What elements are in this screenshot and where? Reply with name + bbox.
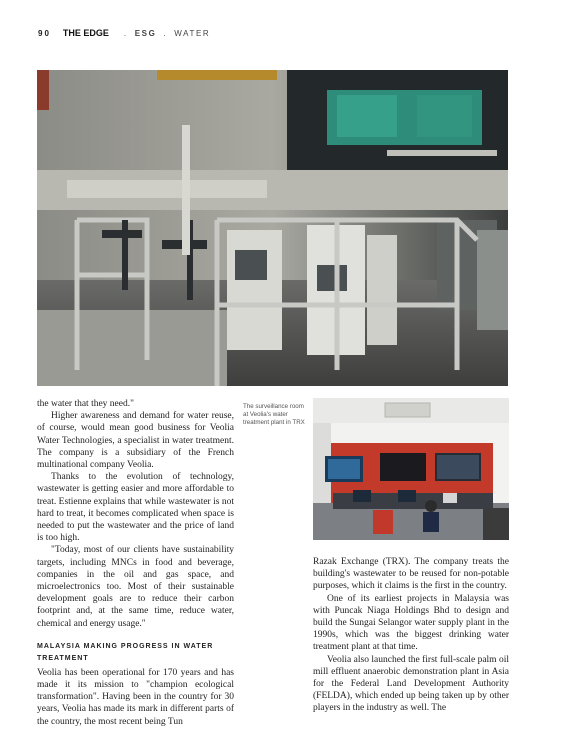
main-photo	[37, 70, 508, 386]
paragraph: Razak Exchange (TRX). The company treats the building's wastewater to be reused for non-potable purposes, which it claims is the first in the country.	[313, 557, 509, 592]
paragraph: Veolia also launched the first full-scale palm oil mill effluent anaerobic demonstration plant in Asia for the Federal Land Development Authority (FELDA), which ended up being taken up by other players in the industry as well. The	[313, 654, 509, 714]
section-label: ESG	[134, 28, 157, 38]
photo-caption: The surveillance room at Veolia's water treatment plant in TRX	[243, 403, 305, 427]
industrial-water-treatment-photo-icon	[37, 70, 508, 386]
right-text-column	[313, 556, 509, 715]
page-number: 90	[38, 28, 51, 38]
paragraph: Thanks to the evolution of technology, wastewater is getting easier and more affordable to treat. Estienne explains that while wastewater is not hard to treat, it becomes complicated when space is needed to put the wastewater and the price of land is too high.	[37, 472, 234, 544]
control-room-photo-icon	[313, 398, 509, 540]
header-separator: .	[123, 28, 128, 38]
section-subhead: MALAYSIA MAKING PROGRESS IN WATER TREATMENT	[37, 642, 214, 662]
control-room-photo	[313, 398, 509, 540]
paragraph: "Today, most of our clients have sustainability targets, including MNCs in food and beverage, companies in the oil and gas space, and microelectronics too. Most of their sustainable development goals are to reduce their carbon footprint and, at the same time, reduce water, chemical and energy usage."	[37, 545, 234, 629]
topic-label: WATER	[174, 28, 211, 38]
brand-logo: THE EDGE	[62, 28, 109, 38]
paragraph: Higher awareness and demand for water reuse, of course, would mean good business for Veolia Water Technologies, a specialist in water treatment. The company is a subsidiary of the French multinational company Veolia.	[37, 411, 234, 471]
header-separator: .	[163, 28, 168, 38]
paragraph: the water that they need."	[37, 399, 134, 409]
left-text-column	[37, 398, 234, 728]
page-header	[38, 26, 210, 40]
paragraph: One of its earliest projects in Malaysia was with Puncak Niaga Holdings Bhd to design and build the Sungai Selangor water supply plant in the 1990s, which was the biggest drinking water treatment plant at that time.	[313, 593, 509, 653]
paragraph: Veolia has been operational for 170 years and has made it its mission to "champion ecological transformation". Having been in the country for 30 years, Veolia has made its mark in different parts of the country, the most recent being Tun	[37, 667, 234, 727]
